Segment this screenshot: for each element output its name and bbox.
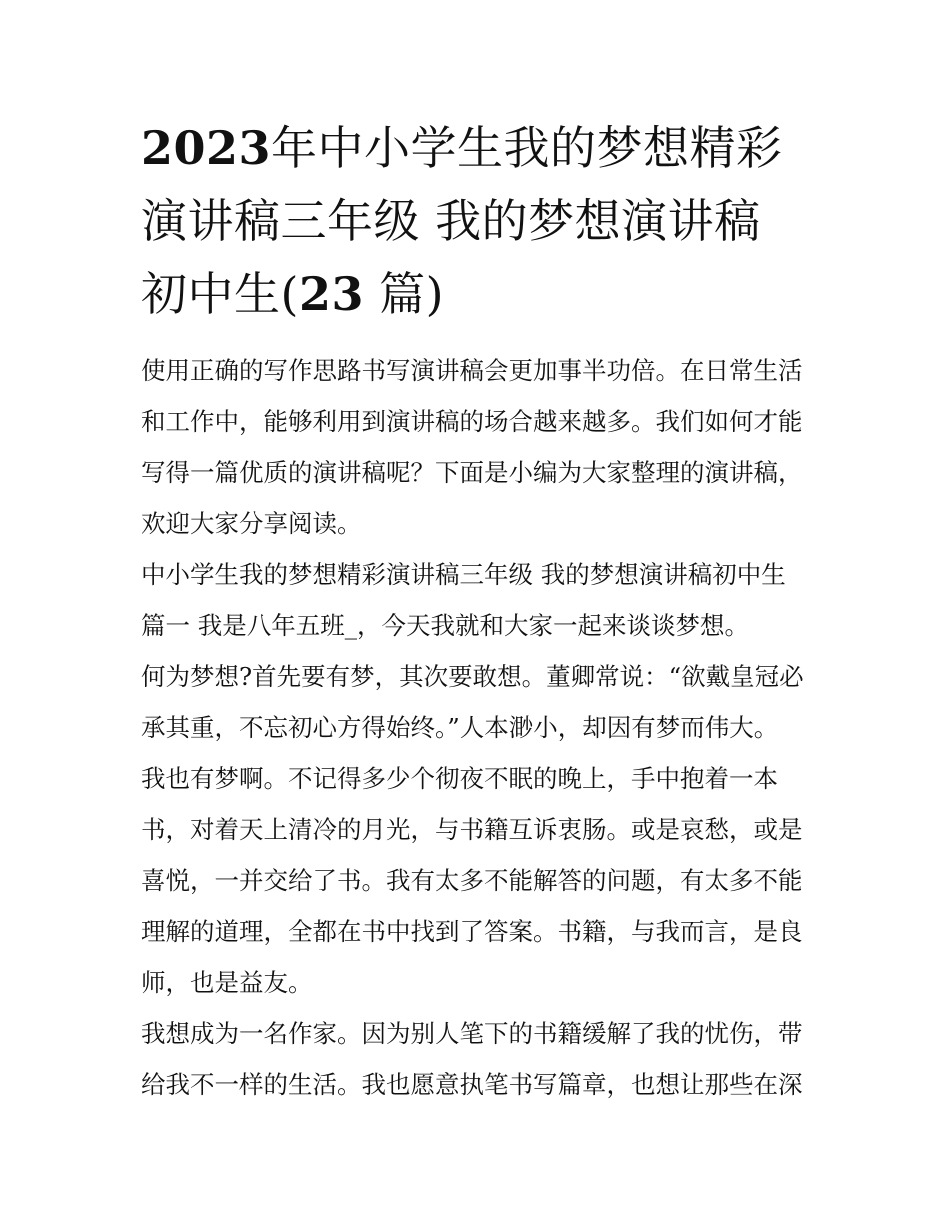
text-line: 中小学生我的梦想精彩演讲稿三年级 我的梦想演讲稿初中生	[141, 560, 786, 589]
title-line	[141, 185, 817, 258]
dream-paragraph	[141, 651, 817, 1008]
text-line: 理解的道理，全都在书中找到了答案。书籍，与我而言，是良	[141, 917, 803, 946]
text-line: 和工作中，能够利用到演讲稿的场合越来越多。我们如何才能	[141, 407, 803, 436]
title-count: 23	[298, 267, 364, 321]
text-line: 使用正确的写作思路书写演讲稿会更加事半功倍。在日常生活	[141, 356, 803, 385]
document-body	[141, 345, 817, 1110]
text-line: 我想成为一名作家。因为别人笔下的书籍缓解了我的忧伤，带	[141, 1019, 803, 1048]
title-text: 初中生(	[141, 267, 299, 321]
title-line	[141, 258, 817, 331]
text-line: 何为梦想?首先要有梦，其次要敢想。董卿常说：“欲戴皇冠必	[141, 662, 804, 691]
text-line: 我也有梦啊。不记得多少个彻夜不眠的晚上，手中抱着一本	[141, 764, 778, 793]
text-line: 喜悦，一并交给了书。我有太多不能解答的问题，有太多不能	[141, 866, 803, 895]
writer-paragraph	[141, 1008, 817, 1110]
text-line: 写得一篇优质的演讲稿呢？下面是小编为大家整理的演讲稿，	[141, 458, 803, 487]
text-line: 书，对着天上清冷的月光，与书籍互诉衷肠。或是哀愁，或是	[141, 815, 803, 844]
text-line: 给我不一样的生活。我也愿意执笔书写篇章，也想让那些在深	[141, 1070, 803, 1099]
title-line	[141, 112, 817, 185]
section-heading-paragraph	[141, 549, 817, 651]
title-text: 篇)	[363, 267, 445, 321]
text-line: 篇一 我是八年五班_，今天我就和大家一起来谈谈梦想。	[141, 611, 750, 640]
title-year: 2023	[141, 121, 272, 175]
title-text: 年中小学生我的梦想精彩	[271, 121, 783, 175]
text-line: 欢迎大家分享阅读。	[141, 509, 362, 538]
document-page	[141, 112, 817, 1110]
title-text: 演讲稿三年级 我的梦想演讲稿	[141, 194, 761, 248]
text-line: 承其重，不忘初心方得始终。”人本渺小，却因有梦而伟大。	[141, 713, 779, 742]
text-line: 师，也是益友。	[141, 968, 313, 997]
document-title	[141, 112, 817, 331]
intro-paragraph	[141, 345, 817, 549]
